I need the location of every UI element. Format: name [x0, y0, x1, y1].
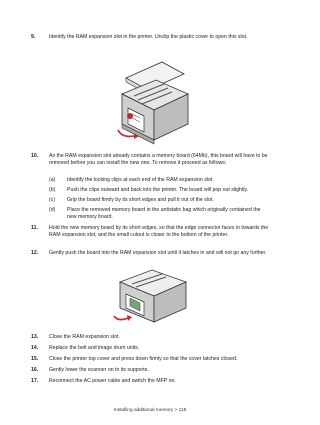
step-number: 13.: [31, 334, 39, 340]
step-text: Gently lower the scanner on to its supports.: [49, 367, 149, 373]
substep-text: Identify the locking clips at each end of the RAM expansion slot.: [67, 177, 214, 183]
step-text: Replace the belt and image drum units.: [49, 345, 140, 351]
step-number: 17.: [31, 378, 39, 384]
step-text: Close the printer top cover and press down firmly so that the cover latches closed.: [49, 356, 238, 362]
substep-label: (b): [49, 187, 56, 193]
substep-text: Grip the board firmly by its short edges and pull it out of the slot.: [67, 197, 214, 203]
step-text: Gently push the board into the RAM expansion slot until it latches in and will not go any further.: [49, 250, 267, 256]
substep-label: (a): [49, 177, 56, 183]
step-number: 11.: [31, 225, 38, 231]
step-number: 16.: [31, 367, 39, 373]
printer-ram-slot-illustration: [112, 56, 192, 148]
step-text: Hold the new memory board by its short edges, so that the edge connector faces in towards the RAM expansion slot, and the small cutout is closer to the bottom of the printer.: [49, 225, 269, 238]
memory-board-insert-illustration: [112, 266, 192, 328]
step-number: 9.: [31, 34, 36, 40]
step-text: Close the RAM expansion slot.: [49, 334, 120, 340]
page-footer: Installing additional memory > 118: [113, 408, 187, 413]
step-number: 12.: [31, 250, 39, 256]
step-number: 15.: [31, 356, 39, 362]
step-text: Identify the RAM expansion slot in the printer. Unclip the plastic cover to open this slot.: [49, 34, 248, 40]
step-number: 10.: [31, 153, 39, 159]
step-text: Reconnect the AC power cable and switch the MFP on.: [49, 378, 176, 384]
step-text: As the RAM expansion slot already contains a memory board (64Mb), this board will have to be removed before you can install the new one. To remove it proceed as follows:: [49, 153, 268, 166]
substep-label: (c): [49, 197, 56, 203]
substep-text: Push the clips outward and back into the printer. The board will pop out slightly.: [67, 187, 249, 193]
substep-text: Place the removed memory board in the antistatic bag which originally contained the new memory board.: [67, 207, 261, 220]
step-number: 14.: [31, 345, 39, 351]
substep-label: (d): [49, 207, 56, 213]
